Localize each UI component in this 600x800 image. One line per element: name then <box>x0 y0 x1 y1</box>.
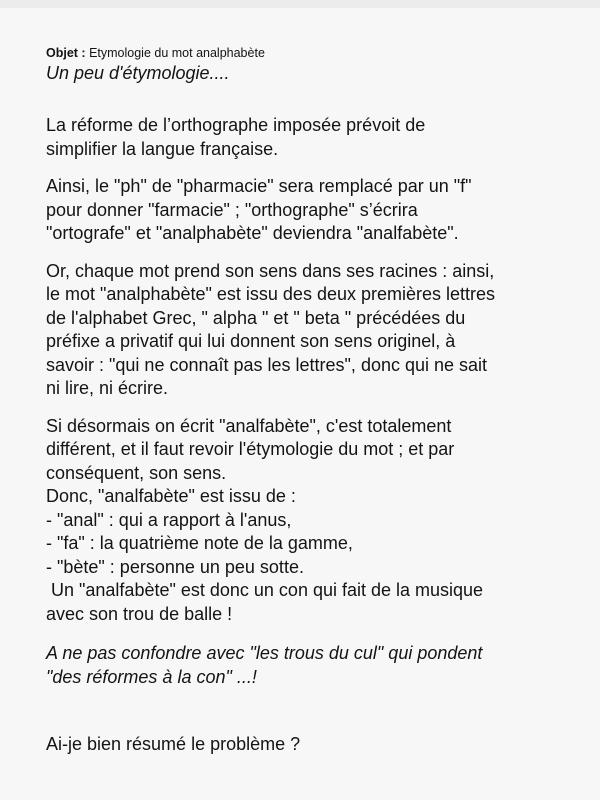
text-line: préfixe a privatif qui lui donnent son sens originel, à <box>46 331 456 351</box>
paragraph-new-meaning <box>46 415 570 627</box>
paragraph-examples <box>46 175 570 246</box>
text-line: Or, chaque mot prend son sens dans ses racines : ainsi, <box>46 260 495 281</box>
text-line: Si désormais on écrit "analfabète", c'est totalement <box>46 415 452 436</box>
text-line: de l'alphabet Grec, " alpha " et " beta " précédées du <box>46 307 466 328</box>
subject-line <box>46 46 570 61</box>
paragraph-etymology <box>46 260 570 401</box>
text-line: "ortografe" et "analphabète" deviendra "analfabète". <box>46 223 459 243</box>
text-line: A ne pas confondre avec "les trous du cul" qui pondent <box>46 643 483 663</box>
text-line: le mot "analphabète" est issu des deux premières lettres <box>46 284 496 304</box>
paragraph-warning <box>46 642 570 689</box>
text-line: La réforme de l’orthographe imposée prévoit de <box>46 115 426 135</box>
text-line: "des réformes à la con" ...! <box>46 666 257 687</box>
text-line: Ainsi, le "ph" de "pharmacie" sera remplacé par un "f" <box>46 176 472 196</box>
text-line: Un "analfabète" est donc un con qui fait de la musique <box>46 580 484 600</box>
subject-value: Etymologie du mot analphabète <box>89 46 265 60</box>
text-line: différent, et il faut revoir l'étymologie du mot ; et par <box>46 439 455 459</box>
subtitle: Un peu d'étymologie.... <box>46 63 230 83</box>
top-band <box>0 0 600 8</box>
list-item: - "anal" : qui a rapport à l'anus, <box>46 509 292 530</box>
subject-label: Objet : <box>46 46 86 60</box>
text-line: Ai-je bien résumé le problème ? <box>46 734 301 754</box>
text-line: conséquent, son sens. <box>46 462 227 483</box>
list-item: - "fa" : la quatrième note de la gamme, <box>46 533 353 553</box>
text-line: pour donner "farmacie" ; "orthographe" s’écrira <box>46 199 418 220</box>
text-line: Donc, "analfabète" est issu de : <box>46 486 296 506</box>
paragraph-closing-question <box>46 733 570 757</box>
paragraph-reform <box>46 114 570 161</box>
text-line: ni lire, ni écrire. <box>46 378 169 398</box>
text-line: simplifier la langue française. <box>46 138 279 159</box>
text-line: savoir : "qui ne connaît pas les lettres", donc qui ne sait <box>46 354 488 375</box>
text-line: avec son trou de balle ! <box>46 603 233 624</box>
list-item: - "bète" : personne un peu sotte. <box>46 556 304 577</box>
